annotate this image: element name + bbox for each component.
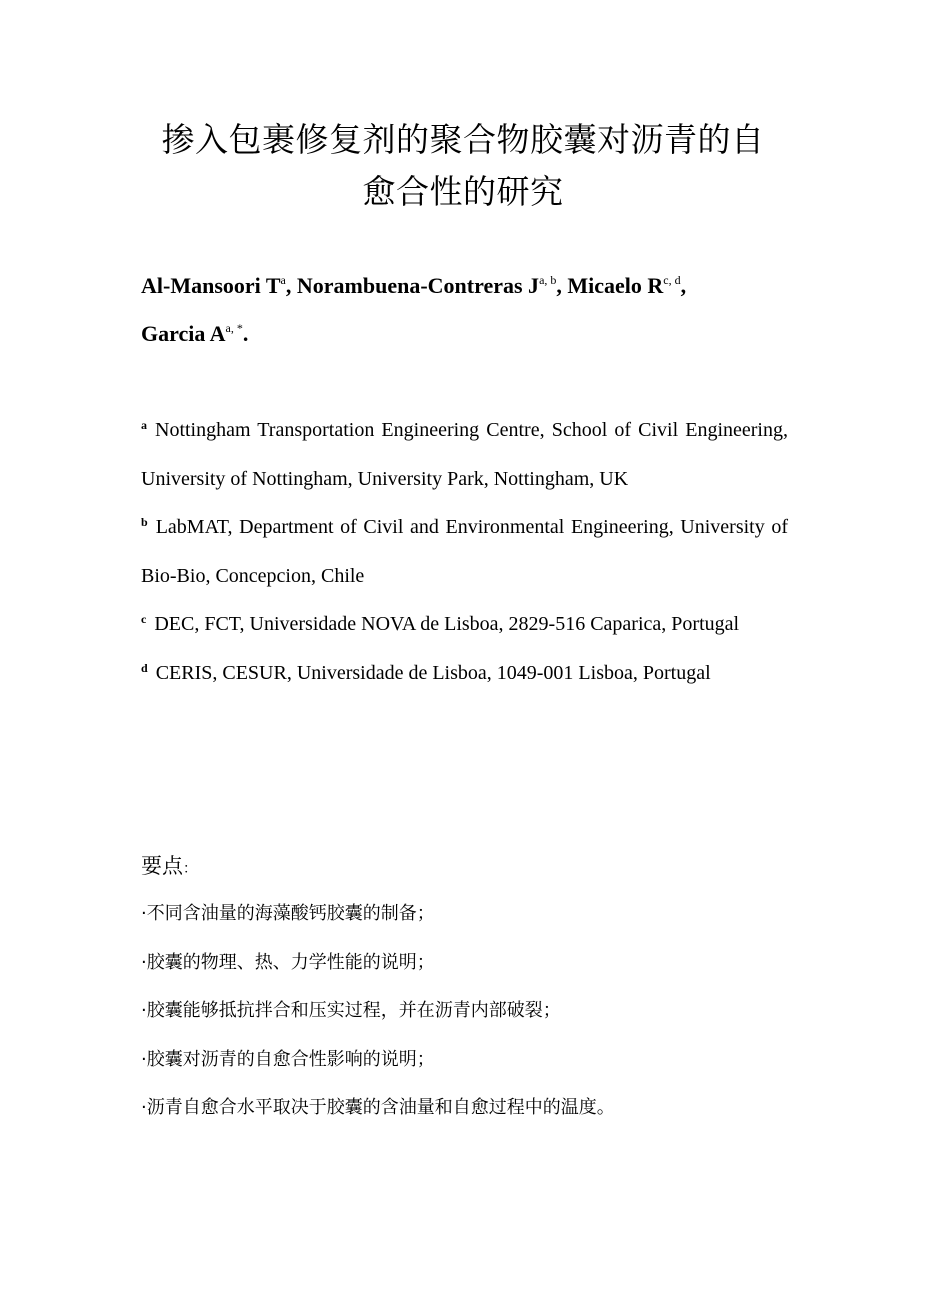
author-name: Micaelo R — [567, 273, 664, 298]
affiliation-b — [141, 503, 788, 600]
author-name: Norambuena-Contreras J — [296, 273, 540, 298]
author-name: Garcia A — [141, 321, 226, 346]
highlights-heading-text: 要点 — [141, 854, 183, 878]
title-line-2: 愈合性的研究 — [362, 172, 564, 211]
title-line-1: 掺入包裹修复剂的聚合物胶囊对沥青的自 — [161, 120, 765, 159]
author-affil-marker: c, d — [663, 273, 681, 287]
affiliation-marker: d — [141, 660, 148, 675]
author-separator: , — [285, 273, 297, 298]
affiliation-c — [141, 600, 788, 649]
author-affil-marker: a — [280, 273, 286, 287]
affiliation-d — [141, 649, 788, 698]
highlights-heading — [141, 842, 801, 890]
highlight-item: ·不同含油量的海藻酸钙胶囊的制备； — [141, 903, 435, 924]
highlights-section — [141, 842, 801, 1133]
affiliation-a — [141, 406, 788, 503]
author-line-1 — [141, 262, 801, 310]
highlights-heading-colon: ： — [183, 861, 197, 877]
affiliation-text: CERIS, CESUR, Universidade de Lisboa, 1049-001 Lisboa, Portugal — [155, 661, 711, 684]
affiliation-text: LabMAT, Department of Civil and Environmental Engineering, University of Bio-Bio, Concepcion, Chile — [141, 516, 788, 587]
affiliation-list — [141, 406, 788, 697]
author-line-2 — [141, 310, 801, 358]
paper-title — [130, 114, 796, 218]
author-affil-marker: a, b — [539, 273, 557, 287]
affiliation-text: DEC, FCT, Universidade NOVA de Lisboa, 2829-516 Caparica, Portugal — [154, 613, 740, 635]
author-list-end: . — [242, 321, 249, 346]
highlight-item: ·胶囊的物理、热、力学性能的说明； — [141, 951, 435, 973]
affiliation-text: Nottingham Transportation Engineering Centre, School of Civil Engineering, University of Nottingham, University Park, Nottingham, UK — [141, 419, 788, 490]
author-affil-marker: a, * — [225, 321, 243, 335]
affiliation-marker: a — [141, 418, 147, 432]
author-list — [141, 262, 801, 358]
author-separator: , — [556, 273, 568, 298]
author-name: Al-Mansoori T — [141, 273, 281, 298]
highlight-item: ·胶囊对沥青的自愈合性影响的说明； — [141, 1048, 435, 1070]
highlight-item: ·胶囊能够抵抗拌合和压实过程，并在沥青内部破裂； — [141, 1000, 561, 1021]
author-separator: , — [680, 273, 687, 298]
highlight-item: ·沥青自愈合水平取决于胶囊的含油量和自愈过程中的温度。 — [141, 1097, 615, 1118]
affiliation-marker: b — [141, 515, 148, 529]
affiliation-marker: c — [141, 612, 147, 626]
